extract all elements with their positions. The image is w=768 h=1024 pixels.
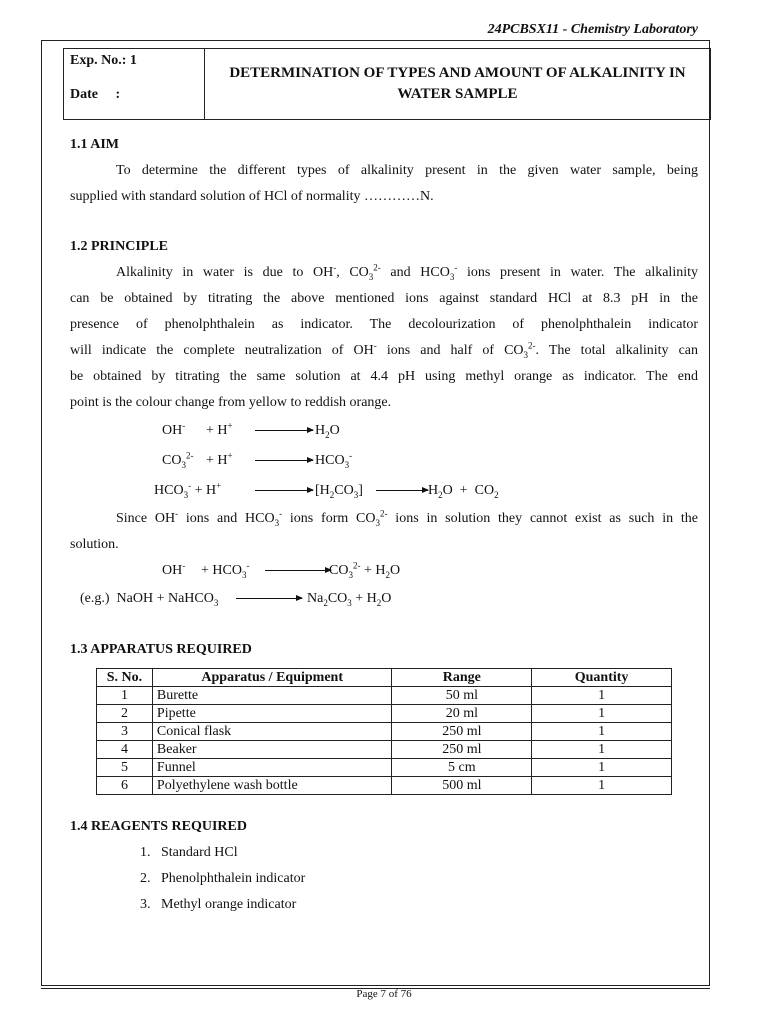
page-number: Page 7 of 76 [356,988,412,1000]
principle-line5: be obtained by titrating the same solution at 4.4 pH using methyl orange as indicator. The end [70,369,698,384]
aim-line1: To determine the different types of alkalinity present in the given water sample, being [116,163,698,178]
exp-number: Exp. No.: 1 [70,53,137,68]
eq1-left: OH- [162,420,186,438]
exp-date: Date : [70,87,121,102]
cell-apparatus: Polyethylene wash bottle [152,777,392,795]
eq2-arrow [255,460,313,461]
exp-title-line1: DETERMINATION OF TYPES AND AMOUNT OF ALKALINITY IN [229,65,686,81]
principle-line4: will indicate the complete neutralization of OH- ions and half of $CO_3^{2-}$. The total alkalinity can [70,340,698,360]
cell-sno: 2 [97,705,153,723]
cell-quantity: 1 [532,687,672,705]
cell-range: 500 ml [392,777,532,795]
table-row [97,705,672,723]
eq3-mid: $[H_2CO_3]$ [315,483,363,500]
eq3-right: $H_2O + CO_2$ [428,483,499,500]
principle-line1: Alkalinity in water is due to OH-, $CO_3^{2-}$ and $HCO_3^-$ ions present in water. The alkalinity [116,262,698,282]
cell-apparatus: Beaker [152,741,392,759]
cell-sno: 4 [97,741,153,759]
list-item: 3. Methyl orange indicator [140,897,297,912]
eq4-arrow [265,570,331,571]
cell-apparatus: Funnel [152,759,392,777]
eq4-right: $CO_3^{2-} + H_2O$ [329,560,401,580]
cell-sno: 1 [97,687,153,705]
cell-apparatus: Burette [152,687,392,705]
cell-apparatus: Pipette [152,705,392,723]
cell-range: 50 ml [392,687,532,705]
eq2-left: $CO_3^{2-}$ [162,450,194,470]
exp-meta-cell [64,49,205,119]
col-range: Range [392,669,532,687]
cell-sno: 5 [97,759,153,777]
apparatus-table [96,668,672,795]
eq2-right: $HCO_3^-$ [315,450,353,470]
table-row [97,741,672,759]
table-row [97,759,672,777]
cell-quantity: 1 [532,705,672,723]
exp-title-line2: WATER SAMPLE [397,86,518,102]
apparatus-heading: 1.3 APPARATUS REQUIRED [70,642,252,657]
cell-sno: 3 [97,723,153,741]
list-item: 1. Standard HCl [140,845,238,860]
eq1-arrow [255,430,313,431]
col-quantity: Quantity [532,669,672,687]
experiment-header-box [63,48,711,120]
col-apparatus: Apparatus / Equipment [152,669,392,687]
reagents-heading: 1.4 REAGENTS REQUIRED [70,819,247,834]
cell-quantity: 1 [532,777,672,795]
cell-quantity: 1 [532,723,672,741]
principle-heading: 1.2 PRINCIPLE [70,239,169,254]
cell-range: 20 ml [392,705,532,723]
principle-line2: can be obtained by titrating the above mentioned ions against standard HCl at 8.3 pH in the [70,291,698,306]
since-line1: Since OH- ions and $HCO_3^-$ ions form $CO_3^{2-}$ ions in solution they cannot exist as such in the [116,508,698,528]
col-sno: S. No. [97,669,153,687]
cell-quantity: 1 [532,759,672,777]
cell-range: 250 ml [392,741,532,759]
cell-sno: 6 [97,777,153,795]
eq3-arrow-2 [376,490,428,491]
bottom-rule [41,985,710,986]
aim-heading: 1.1 AIM [70,137,119,152]
example-left: (e.g.) NaOH + NaHCO$_3$ [80,591,219,608]
course-header: 24PCBSX11 - Chemistry Laboratory [487,22,698,37]
eq3-arrow-1 [255,490,313,491]
since-line2: solution. [70,537,119,552]
example-arrow [236,598,302,599]
cell-quantity: 1 [532,741,672,759]
table-row [97,723,672,741]
eq3-left: $HCO_3^- + H^+$ [154,480,222,500]
example-right: $Na_2CO_3 + H_2O$ [307,591,392,608]
principle-line6: point is the colour change from yellow to reddish orange. [70,395,392,410]
table-row [97,777,672,795]
eq4-left: OH- [162,560,186,578]
cell-range: 250 ml [392,723,532,741]
eq1-right: $H_2O$ [315,423,340,440]
aim-line2: supplied with standard solution of HCl of normality …………N. [70,189,434,204]
list-item: 2. Phenolphthalein indicator [140,871,306,886]
eq1-plus: + H+ [206,420,233,438]
exp-title [205,49,710,119]
table-row [97,687,672,705]
eq4-plus: + $HCO_3^-$ [201,560,250,580]
eq2-plus: + H+ [206,450,233,468]
cell-apparatus: Conical flask [152,723,392,741]
principle-line3: presence of phenolphthalein as indicator. The decolourization of phenolphthalein indicator [70,317,698,332]
table-header-row [97,669,672,687]
cell-range: 5 cm [392,759,532,777]
